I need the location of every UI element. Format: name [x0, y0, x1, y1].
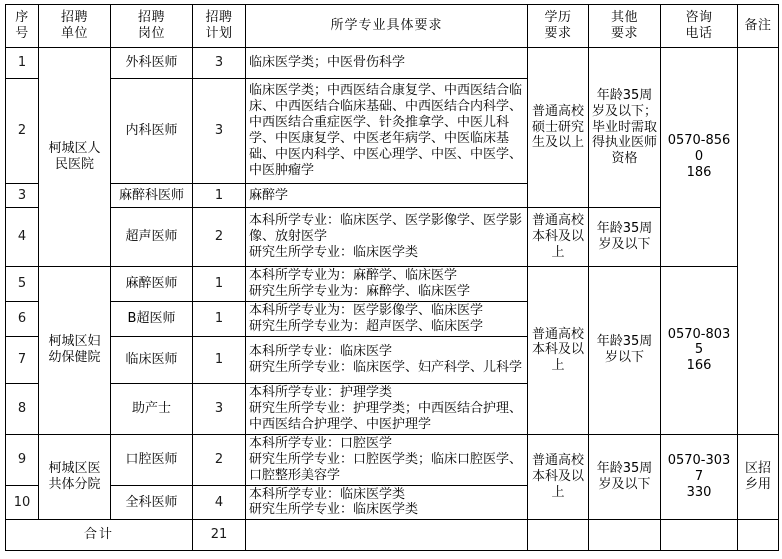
column-header-unit [39, 5, 111, 48]
total-requirement-empty [246, 520, 528, 551]
column-header-seq [6, 5, 39, 48]
cell-note-group-1 [738, 48, 779, 435]
total-note-empty [738, 520, 779, 551]
cell-plan: 1 [193, 302, 246, 337]
cell-requirement: 本科所学专业：临床医学、医学影像学、医学影像、放射医学 研究生所学专业：临床医学类 [246, 208, 528, 267]
column-header-plan-line1: 招聘 [205, 10, 233, 26]
cell-seq: 3 [6, 184, 39, 208]
cell-seq: 4 [6, 208, 39, 267]
cell-education-group-1: 普通高校硕士研究生及以上 [528, 48, 589, 208]
cell-post: 麻醉科医师 [111, 184, 193, 208]
cell-note-group-3 [738, 434, 779, 520]
column-header-post-line2: 岗位 [137, 26, 165, 41]
cell-requirement: 本科所学专业：口腔医学 研究生所学专业：口腔医学类；临床口腔医学、口腔整形美容学 [246, 434, 528, 485]
cell-unit-line1: 柯城区妇 [48, 334, 101, 350]
column-header-education [528, 5, 589, 48]
cell-plan: 1 [193, 267, 246, 302]
cell-unit-line1: 柯城区人 [48, 141, 101, 157]
cell-phone-group-3 [661, 434, 738, 520]
table-row [6, 267, 779, 302]
cell-phone-line1: 0570-3037 [667, 453, 731, 484]
total-value: 21 [193, 520, 246, 551]
column-header-phone [661, 5, 738, 48]
cell-requirement: 本科所学专业为：医学影像学、临床医学 研究生所学专业为：超声医学、临床医学 [246, 302, 528, 337]
cell-seq: 8 [6, 384, 39, 435]
total-phone-empty [661, 520, 738, 551]
column-header-other-line1: 其他 [610, 10, 638, 26]
column-header-seq-line1: 序 [15, 10, 29, 26]
cell-seq: 9 [6, 434, 39, 485]
cell-post: 助产士 [111, 384, 193, 435]
cell-plan: 4 [193, 485, 246, 520]
cell-other-group-3: 年龄35周岁以下 [589, 267, 661, 435]
cell-phone-line2: 186 [686, 164, 712, 180]
cell-plan: 2 [193, 208, 246, 267]
cell-plan: 1 [193, 184, 246, 208]
cell-plan: 3 [193, 384, 246, 435]
column-header-post [111, 5, 193, 48]
cell-other-group-2: 年龄35周岁及以下 [589, 208, 661, 267]
cell-unit-line2: 共体分院 [48, 476, 101, 492]
cell-seq: 2 [6, 79, 39, 184]
cell-education-group-4: 普通高校本科及以上 [528, 434, 589, 520]
cell-plan: 1 [193, 337, 246, 384]
table-header-row [6, 5, 779, 48]
cell-education-group-2: 普通高校本科及以上 [528, 208, 589, 267]
column-header-education-line1: 学历 [544, 10, 572, 26]
column-header-phone-line2: 电话 [685, 26, 713, 41]
cell-plan: 3 [193, 48, 246, 79]
column-header-other [589, 5, 661, 48]
cell-seq: 1 [6, 48, 39, 79]
cell-phone-line2: 330 [686, 484, 712, 500]
cell-post: 麻醉医师 [111, 267, 193, 302]
cell-other-group-1: 年龄35周岁及以下；毕业时需取得执业医师资格 [589, 48, 661, 208]
cell-education-group-3: 普通高校本科及以上 [528, 267, 589, 435]
cell-unit-group-1 [39, 48, 111, 267]
column-header-note: 备注 [738, 5, 779, 48]
cell-plan: 2 [193, 434, 246, 485]
table-row [6, 48, 779, 79]
column-header-post-line1: 招聘 [137, 10, 165, 26]
cell-requirement: 本科所学专业：临床医学类 研究生所学专业：临床医学类 [246, 485, 528, 520]
cell-requirement: 本科所学专业：临床医学 研究生所学专业：临床医学、妇产科学、儿科学 [246, 337, 528, 384]
column-header-unit-line1: 招聘 [60, 10, 88, 26]
recruitment-table [5, 4, 779, 551]
cell-phone-group-2 [661, 267, 738, 435]
cell-requirement: 临床医学类；中西医结合康复学、中西医结合临床、中西医结合临床基础、中西医结合内科学、中西医结合重症医学、针灸推拿学、中医儿科学、中医康复学、中医老年病学、中医临床基础、中医内科学、中医心理学、中医、中医学、中医肿瘤学 [246, 79, 528, 184]
cell-seq: 10 [6, 485, 39, 520]
cell-seq: 5 [6, 267, 39, 302]
cell-phone-group-1 [661, 48, 738, 267]
cell-unit-line2: 幼保健院 [48, 350, 101, 366]
cell-requirement: 本科所学专业为：麻醉学、临床医学 研究生所学专业为：麻醉学、临床医学 [246, 267, 528, 302]
cell-plan: 3 [193, 79, 246, 184]
column-header-plan-line2: 计划 [205, 26, 233, 41]
cell-requirement: 临床医学类；中医骨伤科学 [246, 48, 528, 79]
cell-phone-line1: 0570-8560 [667, 133, 731, 165]
total-label: 合计 [6, 520, 193, 551]
cell-post: 临床医师 [111, 337, 193, 384]
cell-seq: 6 [6, 302, 39, 337]
cell-post: 内科医师 [111, 79, 193, 184]
column-header-education-line2: 要求 [544, 26, 572, 41]
column-header-phone-line1: 咨询 [685, 10, 713, 26]
cell-phone-line1: 0570-8035 [667, 326, 731, 358]
cell-unit-line2: 民医院 [54, 157, 94, 172]
cell-requirement: 麻醉学 [246, 184, 528, 208]
total-education-empty [528, 520, 589, 551]
cell-note-line2: 乡用 [744, 476, 771, 492]
cell-post: 超声医师 [111, 208, 193, 267]
column-header-seq-line2: 号 [15, 26, 29, 41]
cell-unit-line1: 柯城区医 [48, 461, 101, 477]
column-header-requirement: 所学专业具体要求 [246, 5, 528, 48]
cell-phone-line2: 166 [686, 358, 712, 374]
cell-unit-group-3 [39, 434, 111, 520]
total-other-empty [589, 520, 661, 551]
table-total-row [6, 520, 779, 551]
cell-post: 全科医师 [111, 485, 193, 520]
cell-unit-group-2 [39, 267, 111, 435]
cell-seq: 7 [6, 337, 39, 384]
table-row [6, 434, 779, 485]
column-header-unit-line2: 单位 [60, 26, 88, 41]
column-header-other-line2: 要求 [610, 26, 638, 41]
cell-requirement: 本科所学专业：护理学类 研究生所学专业：护理学类；中西医结合护理、中西医结合护理学、中医护理学 [246, 384, 528, 435]
cell-other-group-4: 年龄35周岁及以下 [589, 434, 661, 520]
cell-post: B超医师 [111, 302, 193, 337]
cell-post: 口腔医师 [111, 434, 193, 485]
cell-note-line1: 区招 [744, 461, 771, 477]
column-header-plan [193, 5, 246, 48]
cell-post: 外科医师 [111, 48, 193, 79]
